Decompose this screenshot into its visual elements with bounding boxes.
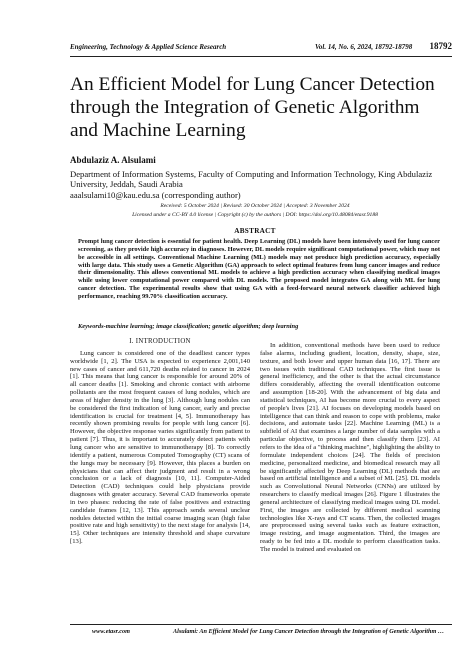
received-dates: Received: 5 October 2024 | Revised: 30 October 2024 | Accepted: 3 November 2024 <box>160 203 350 209</box>
footer-citation: Alsulami: An Efficient Model for Lung Cancer Detection through the Integration of Genetic Algorithm … <box>173 628 445 635</box>
author-name: Abdulaziz A. Alsulami <box>70 155 156 165</box>
footer-site[interactable]: www.etasr.com <box>92 628 130 635</box>
footer-rule <box>70 624 452 625</box>
body-paragraph: Lung cancer is considered one of the deadliest cancer types worldwide [1, 2]. The USA is expected to experience 2,001,140 new cases of cancer and 611,720 deaths related to cancer in 2024 [1]. This means that lung cancer is responsible for around 20% of all cancer deaths [1]. Smoking and chronic contact with airborne pollutants are the most frequent causes of lung nodules, which are areas of higher density in the lung [3]. Although lung nodules can be considered the first indication of lung cancer, early and precise identification is crucial for treatment [4, 5]. Immunotherapy has recently shown promising results for people with lung cancer [6]. However, the objective response varies significantly from patient to patient [7]. Thus, it is important to accurately detect patients with lung cancer who are sensitive to immunotherapy [8]. To correctly identify a patient, numerous Computed Tomography (CT) scans of the lungs may be necessary [9]. However, this places a burden on physicians that can affect their judgment and result in a wrong conclusion or a lack of diagnosis [10, 11]. Computer-Aided Detection (CAD) techniques could help physicians provide diagnoses with greater accuracy. Several CAD frameworks operate in two phases: reducing the rate of false positives and extracting candidate frames [12, 13]. This approach sends several unclear nodules detected within the initial coarse imaging scan (high false positive rate and high sensitivity) to the next stage for analysis [14, 15]. Other techniques are intensity threshold and shape curvature [13]. <box>70 349 250 546</box>
author-affiliation: Department of Information Systems, Faculty of Computing and Information Technology, King Abdulaziz University, Jeddah, Saudi Arabia <box>70 168 433 190</box>
header-rule <box>70 56 452 57</box>
author-email[interactable]: aaalsulami10@kau.edu.sa (corresponding author) <box>70 189 241 200</box>
abstract-heading: ABSTRACT <box>234 227 276 235</box>
page-number: 18792 <box>429 41 452 51</box>
left-column <box>70 338 250 546</box>
journal-name: Engineering, Technology & Applied Science Research <box>70 43 227 51</box>
section-heading-introduction: I. INTRODUCTION <box>129 338 191 345</box>
license-line[interactable]: Licensed under a CC-BY 4.0 license | Copyright (c) by the authors | DOI: https://doi.org/10.48084/etasr.9188 <box>132 212 378 218</box>
paper-title: An Efficient Model for Lung Cancer Detection through the Integration of Genetic Algorithm and Machine Learning <box>70 74 435 141</box>
right-column <box>260 342 440 554</box>
keywords: Keywords-machine learning; image classification; genetic algorithm; deep learning <box>78 323 299 330</box>
body-paragraph: In addition, conventional methods have been used to reduce false alarms, including gradient, location, density, shape, size, texture, and both lower and upper human data [16, 17]. There are two issues with traditional CAD techniques. The first issue is general inefficiency, and the other is that the actual circumstance differs considerably, affecting the overall identification outcome and assumption [18-20]. With the advancement of big data and statistical techniques, AI has become more crucial to every aspect of people's lives [21]. AI focuses on developing models based on intelligence that can think and reason to cope with problems, make decisions, and automate tasks [22]. Machine Learning (ML) is a subfield of AI that examines a large number of data samples with a particular objective, to process and then classify them [23]. AI refers to the idea of a "thinking machine", highlighting the ability to formulate independent choices [24]. The fields of precision medicine, personalized medicine, and biomedical research may all be significantly affected by Deep Learning (DL) methods that are based on artificial intelligence and a subset of ML [25]. DL models such as Convolutional Neural Networks (CNNs) are utilized by researchers to classify medical images [26]. Figure 1 illustrates the general architecture of classifying medical images using DL model. First, the images are collected by different medical scanning technologies like X-rays and CT scans. Then, the collected images are preprocessed using several tasks such as feature extraction, image resizing, and image augmentation. Third, the images are ready to be fed into a DL module to perform classification tasks. The model is trained and evaluated on <box>260 342 440 553</box>
abstract-text: Prompt lung cancer detection is essential for patient health. Deep Learning (DL) models have been intensively used for lung cancer screening, as they provide high accuracy in diagnoses. However, DL models require significant computational power, which may not be accessible in all settings. Conventional Machine Learning (ML) models may not produce high prediction accuracy, especially with large data. This study uses a Genetic Algorithm (GA) approach to select optimal features from lung cancer images and reduce their dimensionality. This allows conventional ML models to achieve a high prediction accuracy when classifying medical images while using lower computational power compared with DL models. The proposed model integrates GA along with ML for lung cancer detection. The experimental results show that using GA with a feed-forward neural network classifier achieved high performance, reaching 99.70% classification accuracy. <box>78 238 440 300</box>
volume-info: Vol. 14, No. 6, 2024, 18792-18798 <box>315 43 413 51</box>
author-block <box>70 155 440 200</box>
running-header <box>70 41 452 55</box>
